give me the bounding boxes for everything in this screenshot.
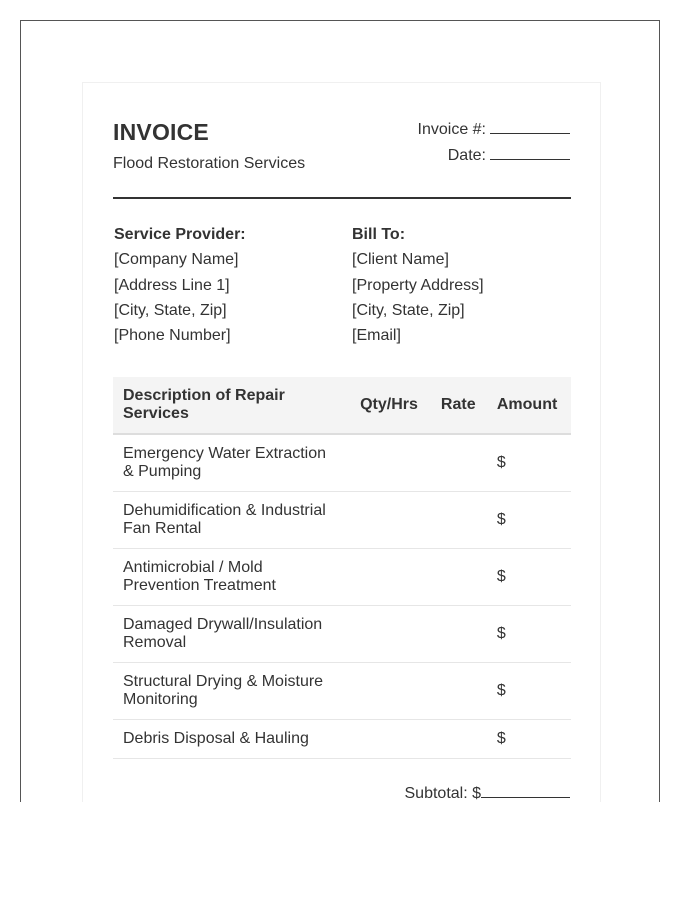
invoice-number-field — [490, 117, 570, 134]
subtotal-label: Subtotal: $ — [404, 785, 481, 802]
table-row — [113, 549, 571, 606]
qty-cell — [348, 663, 429, 720]
client-property-address: [Property Address] — [352, 276, 484, 294]
qty-cell — [348, 549, 429, 606]
invoice-sheet — [82, 82, 601, 802]
table-row — [113, 720, 571, 759]
bill-to-block — [352, 222, 484, 348]
subtotal-row — [405, 781, 571, 802]
table-header-row — [113, 377, 571, 434]
amount-cell: $ — [487, 663, 571, 720]
service-description: Dehumidification & Industrial Fan Rental — [113, 492, 348, 549]
rate-cell — [430, 434, 487, 492]
document-frame — [20, 20, 660, 802]
description-column-header: Description of Repair Services — [113, 377, 348, 434]
service-description: Damaged Drywall/Insulation Removal — [113, 606, 348, 663]
qty-cell — [348, 606, 429, 663]
rate-cell — [430, 663, 487, 720]
header-divider — [113, 197, 571, 199]
rate-column-header: Rate — [430, 377, 487, 434]
rate-cell — [430, 720, 487, 759]
rate-cell — [430, 606, 487, 663]
qty-cell — [348, 434, 429, 492]
amount-cell: $ — [487, 720, 571, 759]
service-provider-heading: Service Provider: — [114, 226, 246, 243]
service-provider-block — [114, 222, 246, 348]
client-city-state-zip: [City, State, Zip] — [352, 301, 465, 319]
subtotal-field — [481, 781, 570, 798]
service-description: Debris Disposal & Hauling — [113, 720, 348, 759]
service-description: Emergency Water Extraction & Pumping — [113, 434, 348, 492]
amount-cell: $ — [487, 492, 571, 549]
services-table — [113, 377, 571, 759]
amount-cell: $ — [487, 606, 571, 663]
table-row — [113, 492, 571, 549]
provider-phone-number: [Phone Number] — [114, 327, 231, 345]
provider-city-state-zip: [City, State, Zip] — [114, 301, 227, 319]
invoice-number-row — [418, 117, 570, 143]
service-description: Structural Drying & Moisture Monitoring — [113, 663, 348, 720]
amount-cell: $ — [487, 434, 571, 492]
invoice-number-label: Invoice #: — [417, 121, 486, 138]
provider-address-line: [Address Line 1] — [114, 276, 230, 294]
amount-cell: $ — [487, 549, 571, 606]
qty-column-header: Qty/Hrs — [348, 377, 429, 434]
service-description: Antimicrobial / Mold Prevention Treatment — [113, 549, 348, 606]
client-name: [Client Name] — [352, 251, 449, 269]
rate-cell — [430, 492, 487, 549]
bill-to-heading: Bill To: — [352, 226, 406, 243]
invoice-meta — [418, 117, 570, 169]
qty-cell — [348, 720, 429, 759]
invoice-subtitle: Flood Restoration Services — [113, 155, 306, 172]
table-row — [113, 606, 571, 663]
invoice-date-row — [418, 143, 570, 169]
rate-cell — [430, 549, 487, 606]
client-email: [Email] — [352, 327, 401, 345]
invoice-title: INVOICE — [113, 119, 209, 145]
provider-company-name: [Company Name] — [114, 251, 239, 269]
amount-column-header: Amount — [487, 377, 571, 434]
table-row — [113, 434, 571, 492]
qty-cell — [348, 492, 429, 549]
table-row — [113, 663, 571, 720]
invoice-date-label: Date: — [447, 147, 486, 164]
invoice-date-field — [490, 143, 570, 160]
